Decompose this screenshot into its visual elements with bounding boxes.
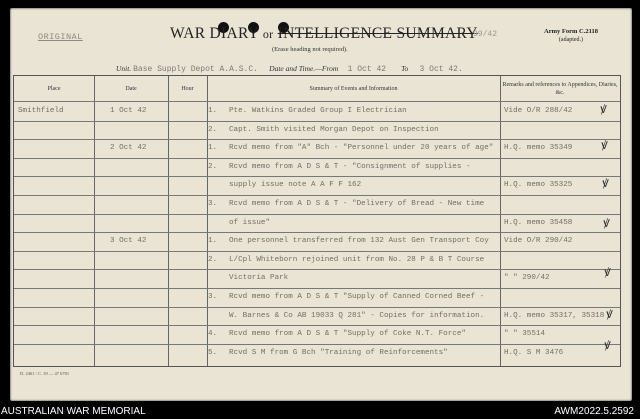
row-remark: H.Q. memo 35349: [504, 144, 573, 153]
row-rule: [14, 176, 620, 177]
row-item-number: 1.: [208, 144, 218, 153]
row-summary: Rcvd memo from "A" Bch - "Personnel under 20 years of age": [229, 144, 494, 153]
original-stamp: ORIGINAL: [38, 32, 83, 42]
title-or: or: [262, 27, 274, 41]
row-summary: of issue": [229, 218, 271, 227]
row-rule: [14, 325, 620, 326]
row-rule: [14, 139, 620, 140]
army-form-label: [544, 28, 598, 44]
row-item-number: 2.: [208, 162, 218, 171]
row-summary: W. Barnes & Co AB 19033 Q 281" - Copies for information.: [229, 311, 485, 320]
row-summary: Victoria Park: [229, 274, 289, 283]
row-remark: H.Q. memo 35325: [504, 181, 573, 190]
row-rule: [14, 288, 620, 289]
row-rule: [14, 269, 620, 270]
row-summary: Rcvd memo from A D S & T - "Delivery of Bread - New time: [229, 200, 485, 208]
initials-signature: ꝟ: [598, 137, 609, 154]
row-summary: One personnel transferred from 132 Aust Gen Transport Coy: [229, 237, 489, 246]
unit-date-line: [116, 64, 463, 74]
row-summary: Rcvd memo from A D S & T - "Consignment of supplies -: [229, 162, 471, 171]
row-date: 1 Oct 42: [110, 107, 147, 115]
diary-table: [13, 75, 621, 367]
row-item-number: 5.: [208, 348, 218, 357]
header-remarks: Remarks and references to Appendices, Diaries, &c.: [502, 82, 618, 96]
row-place: Smithfield: [18, 107, 64, 115]
army-form-adapted: (adapted.): [558, 37, 584, 43]
initials-signature: ꝟ: [603, 306, 614, 323]
row-rule: [14, 251, 620, 252]
unit-value: Base Supply Depot A.A.S.C.: [133, 65, 258, 74]
header-place: Place: [47, 86, 61, 92]
form-reference: 99/42: [473, 30, 498, 39]
header-hour: Hour: [181, 86, 194, 92]
initials-signature: ꝟ: [601, 337, 612, 354]
date-from: 1 Oct 42: [347, 65, 387, 74]
row-item-number: 2.: [208, 125, 218, 134]
row-rule: [14, 121, 620, 122]
row-remark: H.Q. S M 3476: [504, 348, 564, 357]
row-summary: supply issue note A A F F 162: [229, 181, 362, 190]
row-summary: Rcvd S M from G Bch "Training of Reinforcements": [229, 348, 448, 357]
initials-signature: ꝟ: [601, 264, 612, 281]
row-remark: H.Q. memo 35317, 35318: [504, 311, 605, 320]
print-code: D. 2461 / C. 39 — 47 6781: [20, 371, 70, 376]
row-rule: [14, 232, 620, 233]
row-item-number: 1.: [208, 107, 218, 115]
title-intelligence-summary: INTELLIGENCE SUMMARY: [277, 25, 478, 42]
row-rule: [14, 344, 620, 345]
row-summary: L/Cpl Whiteborn rejoined unit from No. 28 P & B T Course: [229, 255, 485, 264]
row-remark: H.Q. memo 35458: [504, 218, 573, 227]
row-item-number: 2.: [208, 255, 218, 264]
header-summary: Summary of Events and Information: [309, 86, 398, 92]
date-time-label: Date and Time.—From: [269, 64, 339, 73]
title-war-diary: WAR DIARY: [170, 25, 259, 42]
unit-label: Unit.: [116, 64, 132, 73]
row-item-number: 3.: [208, 293, 218, 301]
date-to: 3 Oct 42.: [419, 65, 463, 74]
row-remark: " " 35514: [504, 330, 546, 339]
header-date: Date: [125, 86, 137, 92]
row-rule: [14, 307, 620, 308]
row-rule: [14, 195, 620, 196]
row-date: 2 Oct 42: [110, 144, 147, 153]
row-summary: Rcvd memo from A D S & T "Supply of Canned Corned Beef -: [229, 293, 485, 301]
row-remark: Vide O/R 290/42: [504, 237, 573, 246]
row-remark: Vide O/R 288/42: [504, 107, 573, 115]
page-title: [170, 25, 478, 43]
row-date: 3 Oct 42: [110, 237, 147, 246]
initials-signature: ꝟ: [599, 175, 610, 192]
row-item-number: 1.: [208, 237, 218, 246]
army-form-number: Army Form C.2118: [544, 28, 598, 35]
row-summary: Capt. Smith visited Morgan Depot on Inspection: [229, 125, 439, 134]
row-rule: [14, 214, 620, 215]
row-summary: Pte. Watkins Graded Group I Electrician: [229, 107, 407, 115]
initials-signature: ꝟ: [600, 215, 611, 232]
watermark-accession: AWM2022.5.2592: [554, 406, 634, 417]
row-remark: " " 290/42: [504, 274, 550, 283]
row-item-number: 4.: [208, 330, 218, 339]
row-rule: [14, 158, 620, 159]
row-summary: Rcvd memo from A D S & T "Supply of Coke N.T. Force": [229, 330, 466, 339]
initials-signature: ꝟ: [597, 101, 608, 118]
row-item-number: 3.: [208, 200, 218, 208]
watermark-institution: AUSTRALIAN WAR MEMORIAL: [1, 406, 146, 417]
erase-note: (Erase heading not required).: [272, 46, 348, 53]
to-label: To: [401, 64, 409, 73]
